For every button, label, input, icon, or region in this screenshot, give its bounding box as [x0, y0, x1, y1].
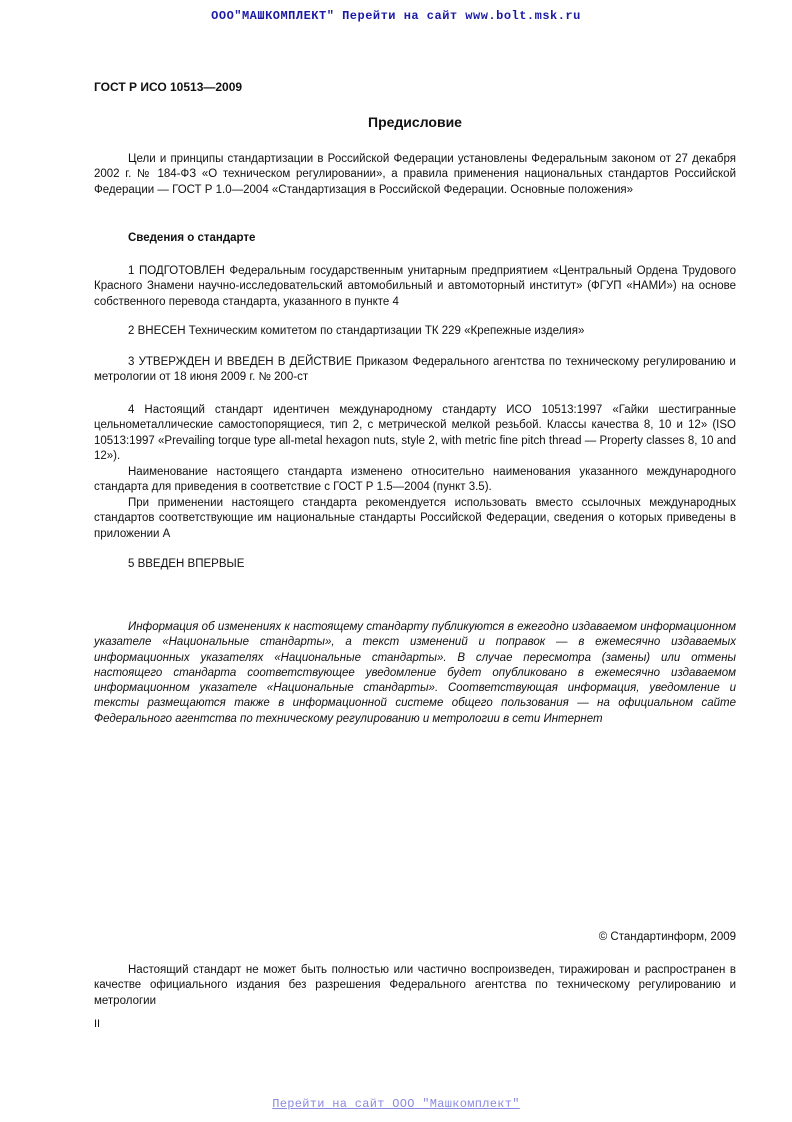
- item-3-lead: 3 УТВЕРЖДЕН И ВВЕДЕН В ДЕЙСТВИЕ: [128, 356, 352, 368]
- page-number: II: [94, 1018, 101, 1030]
- item-1-lead: 1 ПОДГОТОВЛЕН: [128, 265, 225, 277]
- item-4-paragraph: 4 Настоящий стандарт идентичен международному стандарту ИСО 10513:1997 «Гайки шестигранные цельнометаллические самостопорящиеся, тип 2, с метрической мелкой резьбой. Классы качества 8, 10 и 12» (ISO 10513:1997 «Prevailing torque type all-metal hexagon nuts, style 2, with metric fine pitch thread — Property classes 8, 10 and 12»).: [94, 404, 736, 462]
- item-1-text: Федеральным государственным унитарным предприятием «Центральный Ордена Трудового Красного Знамени научно-исследовательский автомобильный и автомоторный институт» (ФГУП «НАМИ») на основе собственного перевода стандарта, указанного в пункте 4: [94, 265, 736, 308]
- item-3-paragraph: [94, 355, 736, 386]
- site-banner-link[interactable]: ООО"МАШКОМПЛЕКТ" Перейти на сайт www.bolt.msk.ru: [211, 9, 581, 23]
- item-4-references-paragraph: При применении настоящего стандарта рекомендуется использовать вместо ссылочных международных стандартов соответствующие им национальные стандарты Российской Федерации, сведения о которых приведены в приложении А: [94, 497, 736, 540]
- item-5-paragraph: 5 ВВЕДЕН ВПЕРВЫЕ: [128, 558, 245, 570]
- item-2-text: Техническим комитетом по стандартизации ТК 229 «Крепежные изделия»: [185, 325, 585, 337]
- item-3-text: Приказом Федерального агентства по техническому регулированию и метрологии от 18 июня 2009 г. № 200-ст: [94, 356, 736, 384]
- document-code: ГОСТ Р ИСО 10513—2009: [94, 80, 243, 94]
- footer-site-link[interactable]: Перейти на сайт ООО "Машкомплект": [272, 1097, 520, 1111]
- item-1-paragraph: [94, 264, 736, 310]
- item-4-rename-paragraph: Наименование настоящего стандарта изменено относительно наименования указанного международного стандарта для приведения в соответствие с ГОСТ Р 1.5—2004 (пункт 3.5).: [94, 466, 736, 494]
- intro-paragraph: Цели и принципы стандартизации в Российской Федерации установлены Федеральным законом от 27 декабря 2002 г. № 184-ФЗ «О техническом регулировании», а правила применения национальных стандартов Российской Федерации — ГОСТ Р 1.0—2004 «Стандартизация в Российской Федерации. Основные положения»: [94, 153, 736, 196]
- page-title: Предисловие: [368, 114, 462, 130]
- item-2-paragraph: [94, 324, 736, 339]
- rights-paragraph: Настоящий стандарт не может быть полностью или частично воспроизведен, тиражирован и распространен в качестве официального издания без разрешения Федерального агентства по техническому регулированию и метрологии: [94, 964, 736, 1007]
- item-2-lead: 2 ВНЕСЕН: [128, 325, 186, 337]
- notice-paragraph: Информация об изменениях к настоящему стандарту публикуются в ежегодно издаваемом информационном указателе «Национальные стандарты», а текст изменений и поправок — в ежемесячно издаваемых информационных указателях «Национальные стандарты». В случае пересмотра (замены) или отмены настоящего стандарта соответствующее уведомление будет опубликовано в ежемесячно издаваемом информационном указателе «Национальные стандарты». Соответствующая информация, уведомление и тексты размещаются также в информационной системе общего пользования — на официальном сайте Федерального агентства по техническому регулированию и метрологии в сети Интернет: [94, 621, 736, 725]
- info-heading: Сведения о стандарте: [128, 232, 256, 244]
- copyright-line: © Стандартинформ, 2009: [598, 931, 736, 943]
